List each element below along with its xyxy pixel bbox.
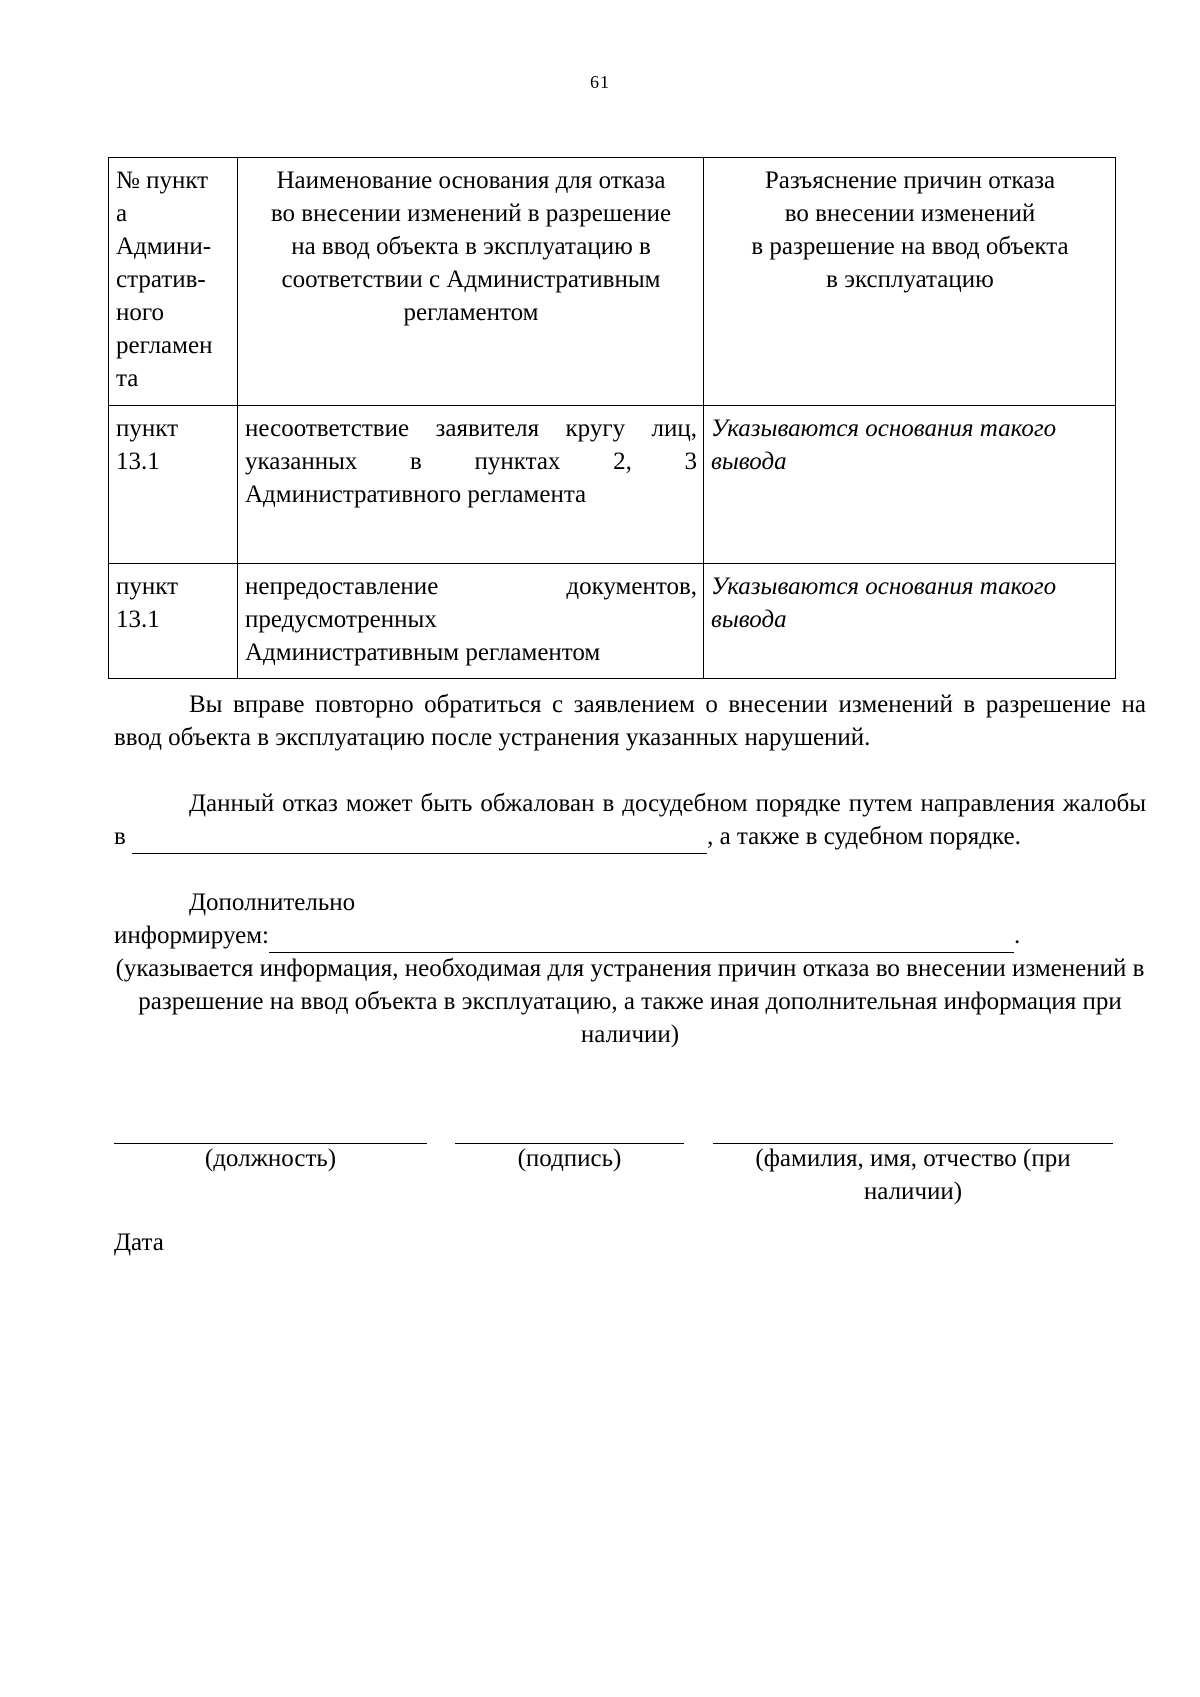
appeal-text-start: Данный отказ может быть обжалован в досудебном порядке путем направления жалобы в	[114, 790, 1146, 850]
position-caption: (должность)	[204, 1145, 337, 1172]
row-item-number: пункт 13.1	[109, 406, 238, 564]
row-reason: непредоставление документов, предусмотренных Административным регламентом	[238, 564, 704, 679]
header-explanation: Разъяснение причин отказа во внесении изменений в разрешение на ввод объекта в эксплуатацию	[704, 158, 1116, 406]
additional-info-heading: Дополнительно	[189, 889, 356, 916]
page-number: 61	[590, 72, 610, 92]
table-header-row	[109, 158, 1116, 406]
table-row	[109, 406, 1116, 564]
additional-info-line	[114, 919, 1146, 953]
header-item-number: № пункт а Админи- стратив- ного регламен та	[109, 158, 238, 406]
additional-info-blank	[269, 919, 1014, 953]
header-reason: Наименование основания для отказа во внесении изменений в разрешение на ввод объекта в эксплуатацию в соответствии с Административным регламентом	[238, 158, 704, 406]
row-explanation: Указываются основания такого вывода	[704, 406, 1116, 564]
appeal-text-end: , а также в судебном порядке.	[707, 823, 1021, 850]
date-label: Дата	[114, 1229, 164, 1256]
row-reason: несоответствие заявителя кругу лиц, указанных в пунктах 2, 3 Административного регламента	[238, 406, 704, 564]
full-name-caption: (фамилия, имя, отчество (при наличии)	[755, 1145, 1071, 1205]
additional-info-period: .	[1013, 922, 1021, 949]
row-item-number: пункт 13.1	[109, 564, 238, 679]
appeal-recipient-blank	[132, 820, 707, 854]
appeal-paragraph	[114, 787, 1146, 854]
additional-info-note: (указывается информация, необходимая для устранения причин отказа во внесении изменений в разрешение на ввод объекта в эксплуатацию, а также иная дополнительная информация при наличии)	[115, 955, 1145, 1048]
additional-info-label: информируем:	[114, 922, 269, 949]
refusal-reasons-table	[108, 157, 1116, 679]
signature-caption: (подпись)	[517, 1145, 622, 1172]
row-explanation: Указываются основания такого вывода	[704, 564, 1116, 679]
reapply-paragraph: Вы вправе повторно обратиться с заявлением о внесении изменений в разрешение на ввод объекта в эксплуатацию после устранения указанных нарушений.	[114, 691, 1146, 751]
table-row	[109, 564, 1116, 679]
